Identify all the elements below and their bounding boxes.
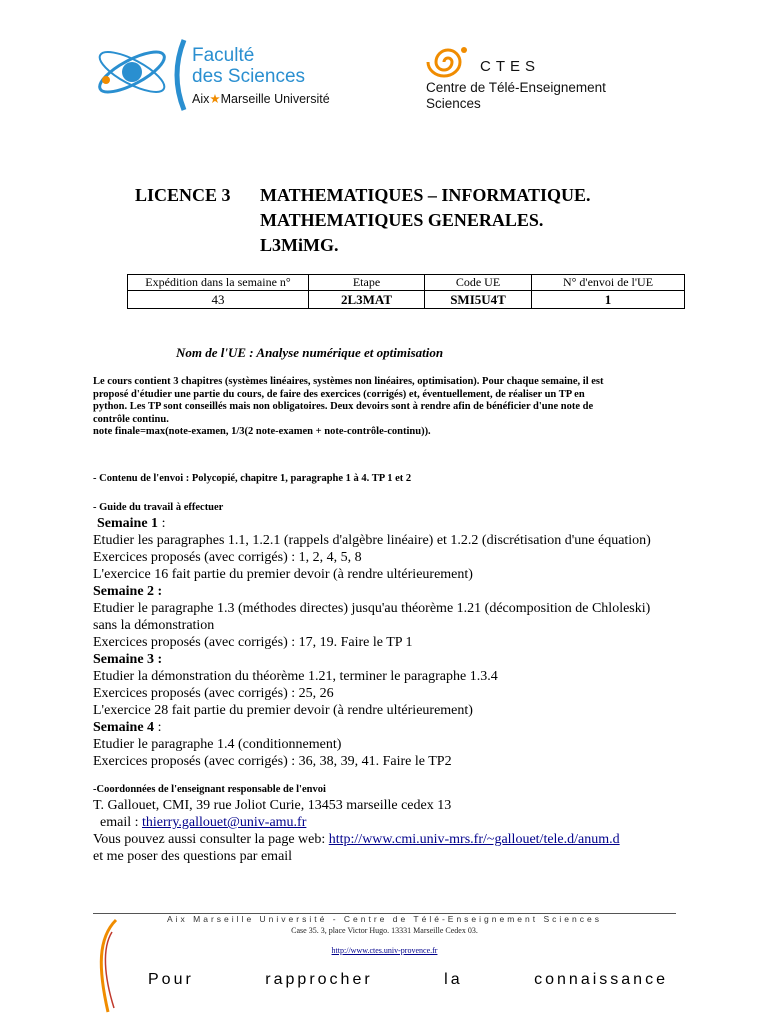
ctes-subtitle-1: Centre de Télé-Enseignement [426, 80, 606, 95]
weeks-section [93, 515, 693, 770]
week-3 [93, 651, 693, 719]
table-cell-etape: 2L3MAT [309, 291, 425, 309]
week-line: Exercices proposés (avec corrigés) : 17, 19. Faire le TP 1 [93, 635, 413, 650]
title-line-1: MATHEMATIQUES – INFORMATIQUE. [260, 185, 591, 205]
title-line-2: MATHEMATIQUES GENERALES. [260, 210, 544, 230]
email-link[interactable]: thierry.gallouet@univ-amu.fr [142, 815, 307, 830]
week-1 [93, 515, 693, 583]
week-title: Semaine 3 : [93, 652, 163, 667]
faculte-university [192, 91, 330, 106]
ue-name: Nom de l'UE : Analyse numérique et optimisation [176, 345, 444, 360]
week-title: Semaine 4 [93, 720, 155, 735]
faculte-logo [92, 36, 382, 116]
contact-heading: -Coordonnées de l'enseignant responsable de l'envoi [93, 784, 326, 795]
week-line: Etudier la démonstration du théorème 1.21, terminer le paragraphe 1.3.4 [93, 669, 498, 684]
week-title: Semaine 2 : [93, 584, 163, 599]
intro-line: note finale=max(note-examen, 1/3(2 note-examen + note-contrôle-continu)). [93, 426, 431, 437]
week-2 [93, 583, 693, 651]
week-line: Etudier les paragraphes 1.1, 1.2.1 (rappels d'algèbre linéaire) et 1.2.2 (discrétisation d'une équation) [93, 533, 651, 548]
week-line: Exercices proposés (avec corrigés) : 1, 2, 4, 5, 8 [93, 550, 362, 565]
week-line: Exercices proposés (avec corrigés) : 36, 38, 39, 41. Faire le TP2 [93, 754, 452, 769]
week-4 [93, 719, 693, 770]
week-line: L'exercice 16 fait partie du premier devoir (à rendre ultérieurement) [93, 567, 473, 582]
intro-line: Le cours contient 3 chapitres (systèmes linéaires, systèmes non linéaires, optimisation). Pour chaque semaine, il est [93, 376, 604, 387]
footer-address: Case 35. 3, place Victor Hugo. 13331 Marseille Cedex 03. [291, 926, 478, 935]
spiral-icon [418, 44, 476, 80]
ctes-title: CTES [480, 58, 541, 75]
week-title: Semaine 1 [97, 516, 159, 531]
week-line: sans la démonstration [93, 618, 215, 633]
table-header-row [128, 275, 685, 291]
web-label: Vous pouvez aussi consulter la page web: [93, 832, 329, 847]
week-title-suffix: : [158, 516, 166, 531]
licence-label: LICENCE 3 [135, 185, 231, 205]
bracket-mark [168, 38, 188, 112]
slogan-word: rapprocher [265, 971, 373, 988]
table-cell-code: SMI5U4T [425, 291, 532, 309]
univ-part-a: Aix [192, 92, 210, 106]
footer-slogan [148, 971, 668, 989]
table-cell-envoi: 1 [532, 291, 685, 309]
slogan-word: Pour [148, 971, 194, 988]
intro-paragraph [93, 376, 693, 439]
decorative-swirl-icon [94, 918, 120, 1014]
table-header-cell: Code UE [425, 275, 532, 291]
atom-icon [92, 38, 178, 104]
table-cell-week: 43 [128, 291, 309, 309]
slogan-word: la [444, 971, 463, 988]
slogan-word: connaissance [534, 971, 668, 988]
ctes-logo [418, 44, 688, 114]
week-title-suffix: : [154, 720, 162, 735]
envoi-table [127, 274, 685, 309]
contenu-envoi: - Contenu de l'envoi : Polycopié, chapitre 1, paragraphe 1 à 4. TP 1 et 2 [93, 473, 412, 484]
contact-address: T. Gallouet, CMI, 39 rue Joliot Curie, 13453 marseille cedex 13 [93, 798, 452, 813]
faculte-line1: Faculté [192, 45, 255, 66]
table-row [128, 291, 685, 309]
univ-part-b: Marseille Université [220, 92, 330, 106]
week-line: Etudier le paragraphe 1.3 (méthodes directes) jusqu'au théorème 1.21 (décomposition de Chloleski) [93, 601, 651, 616]
title-line-3: L3MiMG. [260, 235, 339, 255]
email-label: email : [93, 815, 142, 830]
faculte-line2: des Sciences [192, 66, 306, 87]
intro-line: proposé d'étudier une partie du cours, de faire des exercices (corrigés) et, éventuellement, de réaliser un TP en [93, 388, 585, 400]
week-line: Etudier le paragraphe 1.4 (conditionnement) [93, 737, 342, 752]
table-header-cell: Expédition dans la semaine n° [128, 275, 309, 291]
intro-line: contrôle continu. [93, 413, 169, 425]
contact-block [93, 797, 693, 865]
footer-institution: Aix Marseille Université - Centre de Télé-Enseignement Sciences [167, 914, 602, 924]
footer-url-link[interactable]: http://www.ctes.univ-provence.fr [331, 946, 438, 955]
week-line: Exercices proposés (avec corrigés) : 25, 26 [93, 686, 334, 701]
week-line: L'exercice 28 fait partie du premier devoir (à rendre ultérieurement) [93, 703, 473, 718]
table-header-cell: N° d'envoi de l'UE [532, 275, 685, 291]
contact-questions: et me poser des questions par email [93, 849, 293, 864]
table-header-cell: Etape [309, 275, 425, 291]
web-link[interactable]: http://www.cmi.univ-mrs.fr/~gallouet/tele.d/anum.d [328, 832, 620, 847]
ctes-subtitle-2: Sciences [426, 96, 481, 111]
intro-line: python. Les TP sont conseillés mais non obligatoires. Deux devoirs sont à rendre afin de bénéficier d'une note de [93, 401, 594, 412]
star-icon: ★ [209, 92, 221, 106]
guide-heading: - Guide du travail à effectuer [93, 502, 224, 513]
